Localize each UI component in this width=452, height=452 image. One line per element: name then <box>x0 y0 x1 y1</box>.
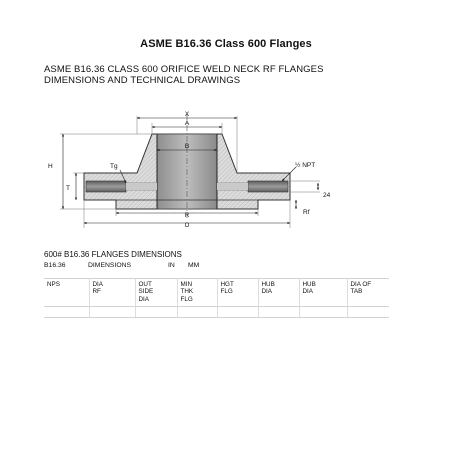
label-npt: ½ NPT <box>295 162 316 169</box>
col-hgt-flg: HGT FLG <box>217 279 258 307</box>
label-r: R <box>184 213 190 219</box>
dimensions-header-row <box>44 279 389 307</box>
subtitle-line-1: ASME B16.36 CLASS 600 ORIFICE WELD NECK RF FLANGES <box>44 64 324 75</box>
label-a: A <box>184 120 190 127</box>
col-dia-of-tab: DIA OF TAB <box>347 279 389 307</box>
subtitle-line-2: DIMENSIONS AND TECHNICAL DRAWINGS <box>44 75 241 86</box>
col-outside-dia: OUT SIDE DIA <box>135 279 177 307</box>
label-x: X <box>184 111 190 118</box>
dimensions-sub-standard: B16.36 <box>44 262 66 269</box>
dimensions-sub-in: IN <box>168 262 175 269</box>
page-title: ASME B16.36 Class 600 Flanges <box>140 38 312 50</box>
label-b: B <box>184 143 190 150</box>
label-tg: Tg <box>110 163 118 170</box>
col-nps: NPS <box>44 279 89 307</box>
dimensions-title: 600# B16.36 FLANGES DIMENSIONS <box>44 250 182 259</box>
col-min-thk-flg: MIN THK FLG <box>177 279 217 307</box>
dimensions-sub-mm: MM <box>188 262 200 269</box>
label-24: 24 <box>323 192 331 199</box>
col-hub-dia-2: HUB DIA <box>299 279 347 307</box>
dimensions-sub-label: DIMENSIONS <box>88 262 132 269</box>
label-t: T <box>66 185 70 192</box>
label-o: O <box>184 223 190 229</box>
dimensions-table <box>44 278 389 318</box>
label-rf: Rf <box>303 209 310 216</box>
tap-hole-right <box>248 181 288 192</box>
col-hub-dia-1: HUB DIA <box>258 279 299 307</box>
tap-hole-left <box>86 181 126 192</box>
col-dia-rf: DIA RF <box>89 279 135 307</box>
table-row <box>44 307 389 318</box>
label-h: H <box>48 163 53 170</box>
